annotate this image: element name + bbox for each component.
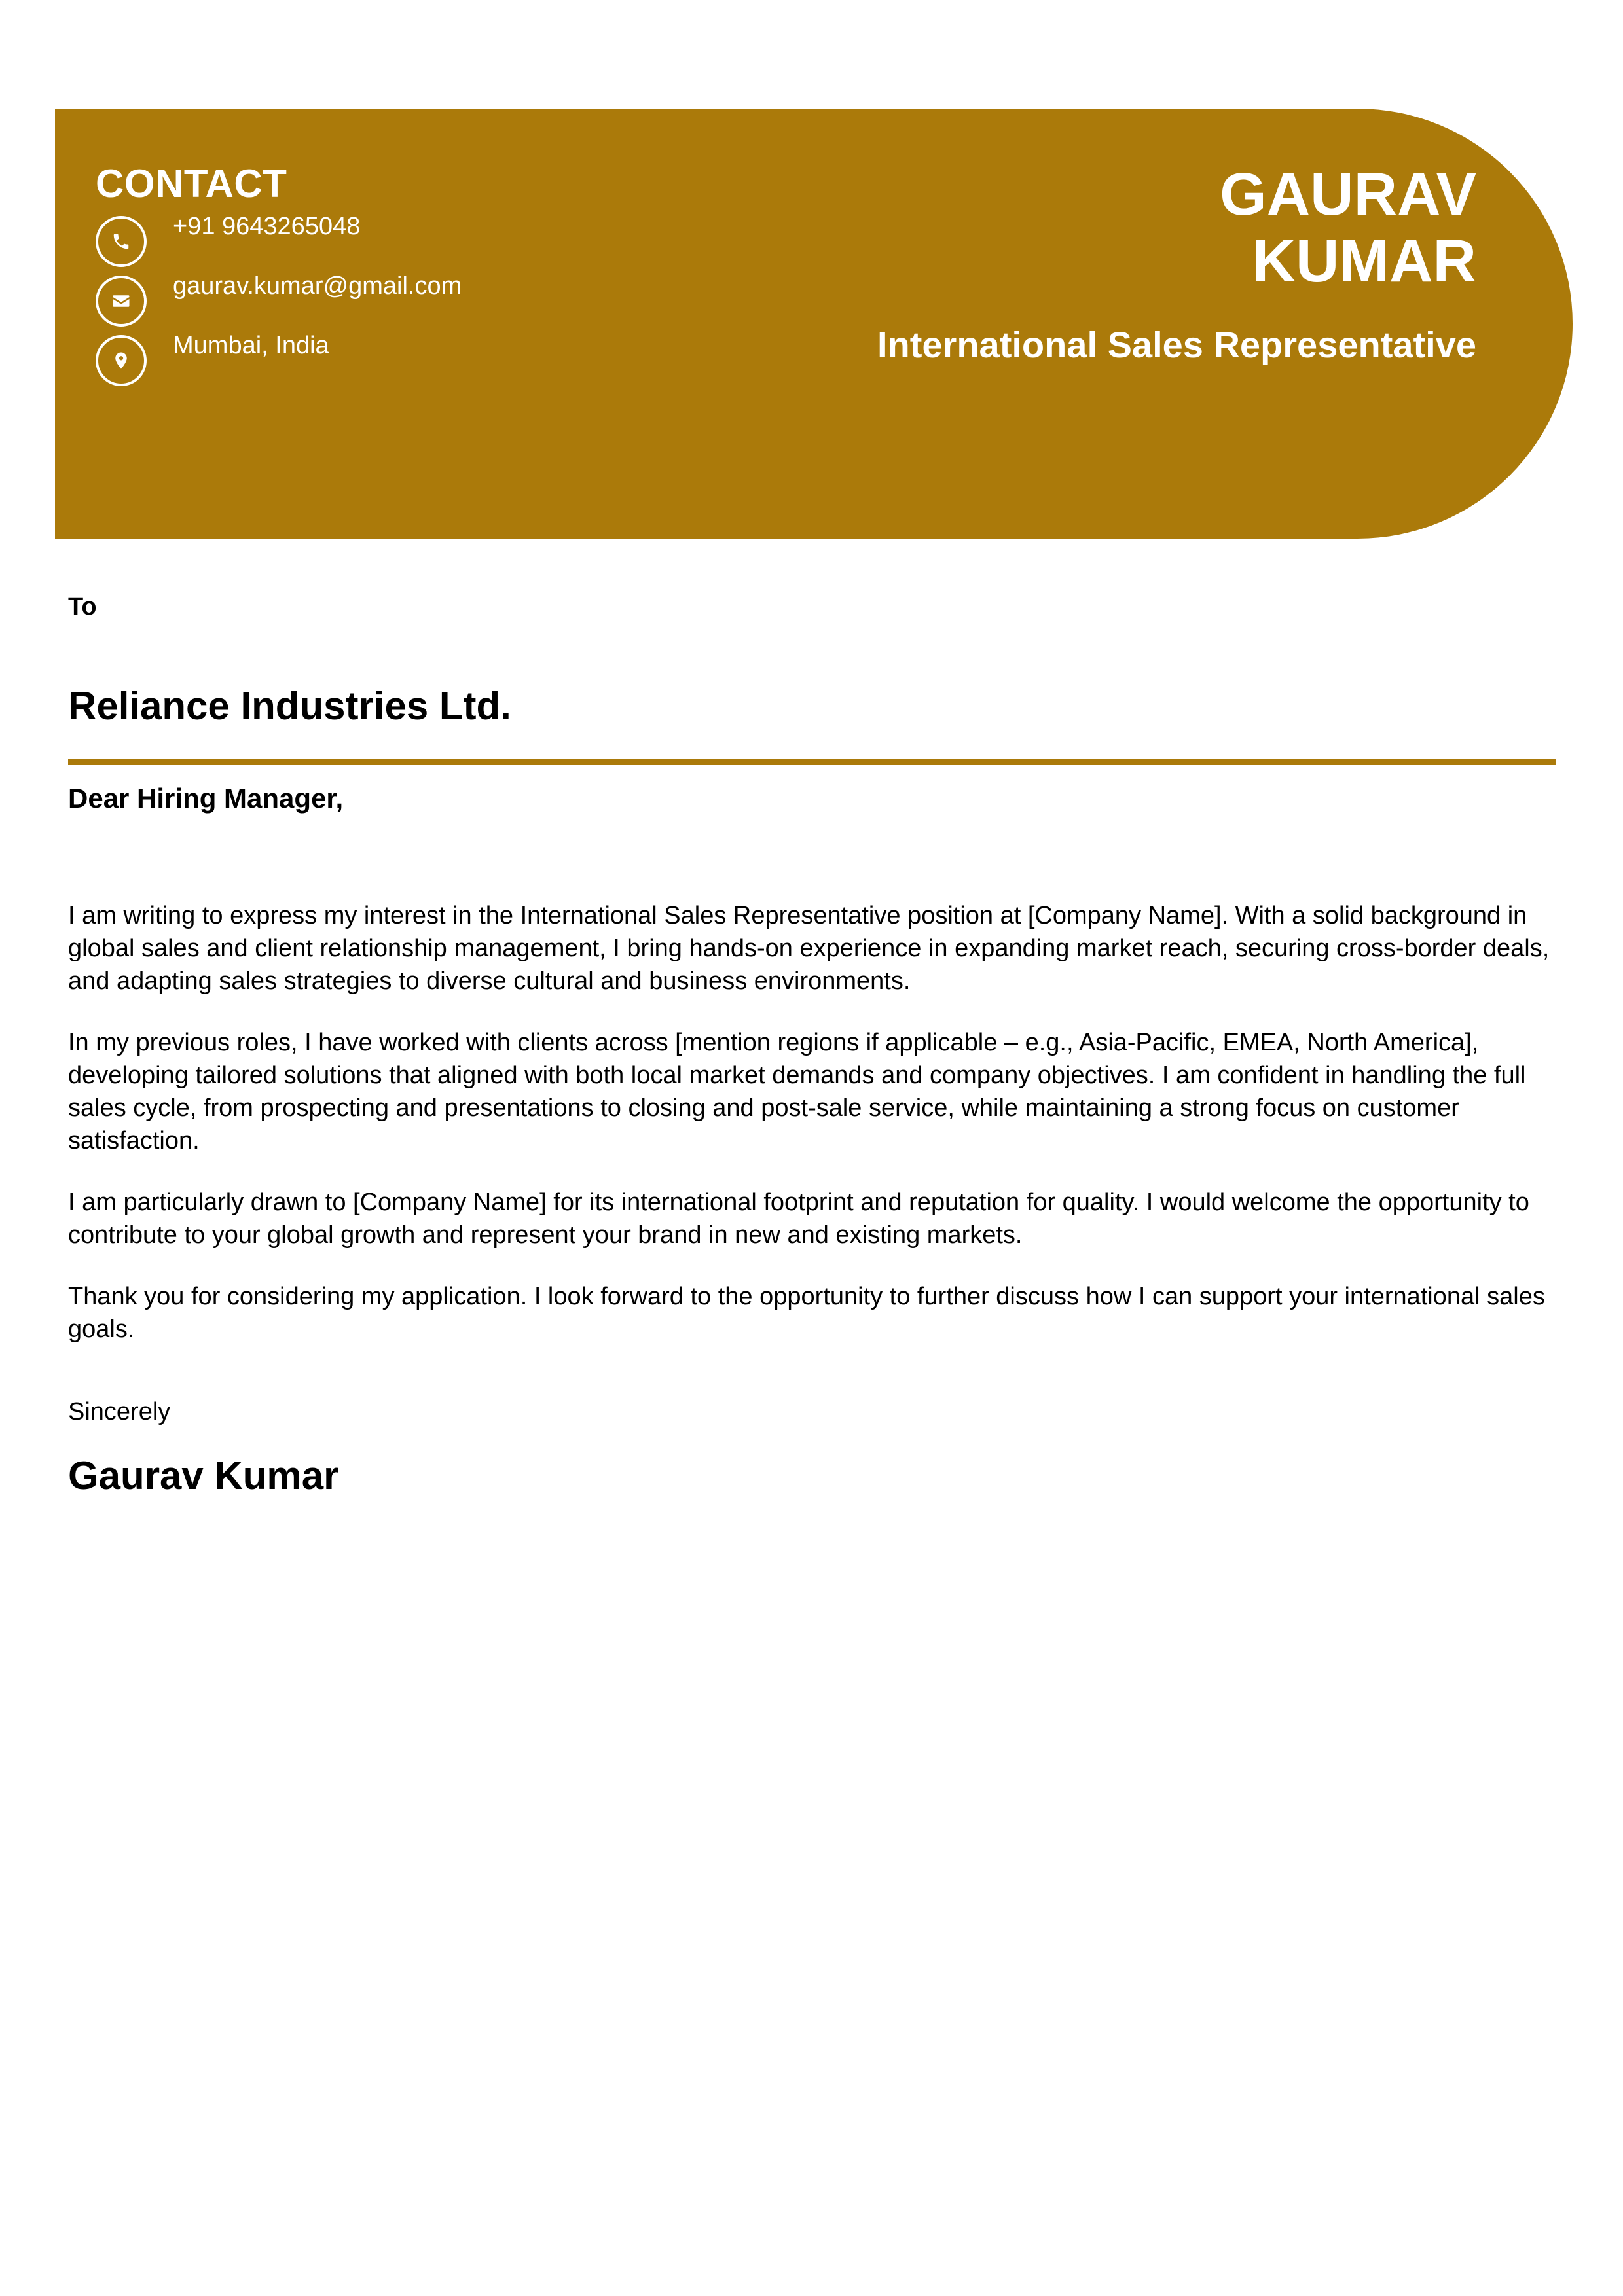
letter-body — [68, 899, 1556, 1374]
letter-paragraph: Thank you for considering my application. I look forward to the opportunity to further discuss how I can support your international sales goals. — [68, 1283, 1545, 1343]
contact-heading: CONTACT — [96, 162, 287, 206]
letter-paragraph: In my previous roles, I have worked with clients across [mention regions if applicable – e.g., Asia-Pacific, EMEA, North America], developing tailored solutions that aligned with both local market demands and company objectives. I am confident in handling the full sales cycle, from prospecting and presentations to closing and post-sale service, while maintaining a strong focus on customer satisfaction. — [68, 1029, 1526, 1155]
contact-email[interactable]: gaurav.kumar@gmail.com — [173, 272, 462, 300]
applicant-first-name: GAURAV — [1220, 161, 1476, 228]
section-divider — [68, 759, 1556, 765]
letter-paragraph: I am particularly drawn to [Company Name] for its international footprint and reputation for quality. I would welcome the opportunity to contribute to your global growth and represent your brand in new and existing markets. — [68, 1189, 1529, 1249]
contact-location: Mumbai, India — [173, 332, 329, 359]
applicant-name — [1220, 161, 1476, 295]
contact-location-row — [96, 332, 329, 390]
contact-email-row — [96, 272, 462, 331]
phone-icon — [96, 216, 147, 267]
contact-phone[interactable]: +91 9643265048 — [173, 213, 361, 240]
contact-phone-row — [96, 213, 361, 271]
recipient-company: Reliance Industries Ltd. — [68, 684, 511, 728]
salutation: Dear Hiring Manager, — [68, 783, 344, 814]
envelope-icon — [96, 276, 147, 327]
closing: Sincerely — [68, 1398, 171, 1426]
map-pin-icon — [96, 335, 147, 386]
to-label: To — [68, 593, 97, 620]
signature-name: Gaurav Kumar — [68, 1454, 339, 1498]
job-title: International Sales Representative — [877, 324, 1476, 365]
applicant-last-name: KUMAR — [1252, 228, 1476, 295]
letter-paragraph: I am writing to express my interest in the International Sales Representative position at [Company Name]. With a solid background in global sales and client relationship management, I bring hands-on experience in expanding market reach, securing cross-border deals, and adapting sales strategies to diverse cultural and business environments. — [68, 902, 1550, 995]
